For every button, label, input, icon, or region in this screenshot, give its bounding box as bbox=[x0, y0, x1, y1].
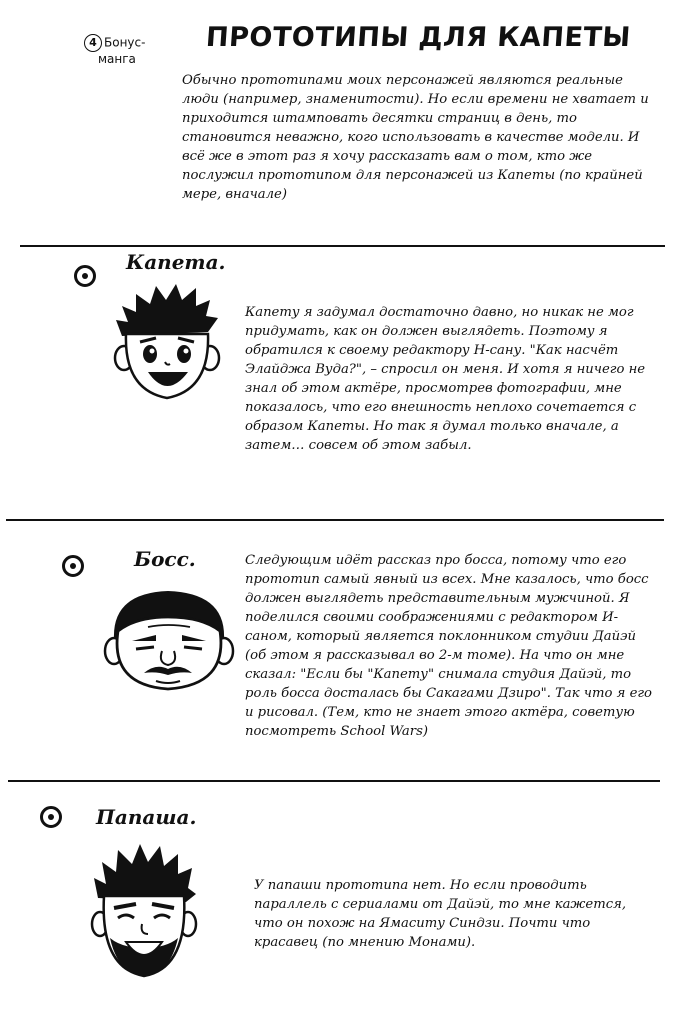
bonus-label-line1: Бонус- bbox=[104, 35, 146, 50]
section-text-boss: Следующим идёт рассказ про босса, потому что его прототип самый явный из всех. Мне казалось, что босс должен выглядеть представительным мужчиной. Я поделился своими соображениями с редактором И-саном, который является поклонником студии Дайэй (об этом я рассказывал во 2-м томе). На что он мне сказал: "Если бы "Капету" снимала студия Дайэй, то роль босса досталась бы Сакагами Дзиро". Так что я его и рисовал. (Тем, кто не знает этого актёра, советую посмотреть School Wars) bbox=[245, 553, 652, 739]
boss-face-icon bbox=[104, 583, 234, 693]
section-text-papasha: У папаши прототипа нет. Но если проводить параллель с сериалами от Дайэй, то мне кажется, что он похож на Ямаситу Синдзи. Почти что красавец (по мнению Монами). bbox=[254, 878, 627, 950]
section-text-kapeta: Капету я задумал достаточно давно, но никак не мог придумать, как он должен выглядеть. Поэтому я обратился к своему редактору Н-сану. "Как насчёт Элайджа Вуда?", – спросил он меня. И хотя я ничего не знал об этом актёре, просмотрев фотографии, мне показалось, что его внешность неплохо сочетается с образом Капеты. Но так я думал только вначале, а затем… совсем об этом забыл. bbox=[245, 305, 646, 453]
page-title: ПРОТОТИПЫ ДЛЯ КАПЕТЫ bbox=[204, 22, 632, 53]
bonus-manga-label bbox=[84, 34, 164, 67]
section-bullet-icon bbox=[62, 555, 84, 577]
section-heading-papasha: Папаша. bbox=[96, 805, 197, 829]
intro-paragraph: Обычно прототипами моих персонажей являются реальные люди (например, знаменитости). Но если времени не хватает и приходится штамповать десятки страниц в день, то становится неважно, кого использовать в качестве модели. И всё же в этот раз я хочу рассказать вам о том, кто же послужил прототипом для персонажей из Капеты (по крайней мере, вначале) bbox=[182, 73, 649, 202]
divider-3 bbox=[8, 780, 660, 782]
bonus-label-line2: манга bbox=[98, 52, 136, 66]
section-heading-kapeta: Капета. bbox=[126, 250, 226, 274]
section-bullet-icon bbox=[40, 806, 62, 828]
bonus-number-badge: 4 bbox=[84, 34, 102, 52]
section-bullet-icon bbox=[74, 265, 96, 287]
section-heading-boss: Босс. bbox=[134, 547, 196, 571]
divider-2 bbox=[6, 519, 664, 521]
divider-1 bbox=[20, 245, 665, 247]
kapeta-face-icon bbox=[112, 278, 222, 408]
papasha-face-icon bbox=[90, 838, 200, 988]
